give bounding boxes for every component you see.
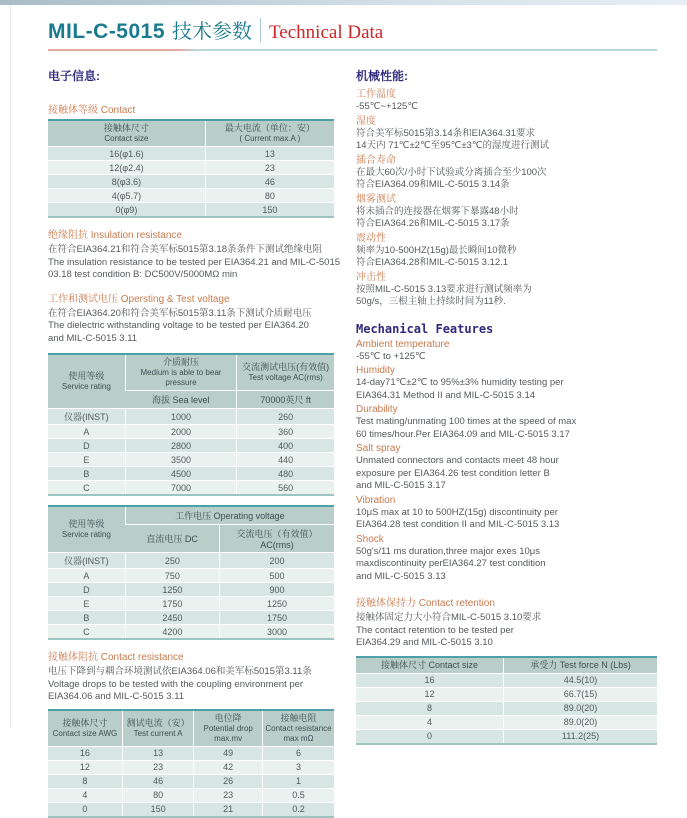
text-line: EIA364.29 and MIL-C-5015 3.10	[356, 637, 493, 648]
column-subheader: 70000英尺 ft	[237, 391, 334, 409]
table-row	[356, 729, 657, 744]
property-text: EIA364.28 test condition II and MIL-C-5015 3.13	[356, 519, 560, 530]
table-cell: 200	[220, 553, 334, 569]
table-cell: 7000	[125, 481, 237, 496]
property-text: 符合EIA364.28和MIL-C-5015 3.12.1	[356, 257, 509, 268]
title-model-number: MIL-C-5015	[48, 20, 166, 43]
page-title	[48, 15, 657, 44]
table-cell: A	[48, 569, 125, 583]
table-cell: 3	[262, 760, 334, 774]
table-cell: 150	[122, 802, 194, 817]
table-cell: 150	[205, 203, 334, 218]
text-line: 接触体固定力大小符合MIL-C-5015 3.10要求	[356, 612, 542, 623]
table-cell: 12	[356, 687, 503, 701]
table-row	[48, 203, 334, 218]
table-row	[48, 481, 334, 496]
table-cell: 仪器(INST)	[48, 553, 125, 569]
table-cell: 0	[48, 802, 122, 817]
retention-section-label: 接触体保持力 Contact retention	[356, 598, 495, 609]
property-text: 10μS max at 10 to 500HZ(15g) discontinuity per	[356, 506, 558, 518]
column-subheader: 交流电压（有效值）AC(rms)	[220, 525, 334, 553]
column-header: 最大电流（单位：安） ( Current max.A )	[205, 120, 334, 147]
property-text: 符合美军标5015第3.14条和EIA364.31要求	[356, 127, 535, 139]
table-cell: 13	[205, 147, 334, 161]
table-cell: 2450	[125, 611, 219, 625]
table-cell: 23	[194, 788, 263, 802]
property-text: 60 times/hour.Per EIA364.09 and MIL-C-5015 3.17	[356, 428, 570, 440]
table-row	[48, 147, 334, 161]
table-cell: D	[48, 439, 125, 453]
column-header: 交流测试电压(有效值) Test voltage AC(rms)	[237, 354, 334, 391]
table-cell: 46	[205, 175, 334, 189]
table-cell: 111.2(25)	[503, 729, 657, 744]
table-cell: 0	[356, 729, 503, 744]
table-cell: E	[48, 597, 125, 611]
property-text: maxdiscontinuity perEIA364.27 test condition	[356, 558, 546, 569]
mechanical-heading: 机械性能:	[356, 69, 408, 83]
table-cell: A	[48, 425, 125, 439]
text-line: 在符合EIA364.21和符合美军标5015第3.18条条件下测试绝缘电阻	[48, 244, 322, 255]
table-cell: 12(φ2.4)	[48, 161, 205, 175]
table-row	[356, 687, 657, 701]
resistance-text	[48, 666, 334, 704]
property-label: Vibration	[356, 494, 396, 506]
table-row	[48, 189, 334, 203]
column-header: 接触电阻 Contact resistance max mΩ	[262, 710, 334, 747]
table-row	[48, 597, 334, 611]
table-cell: D	[48, 583, 125, 597]
contact-resistance-table	[48, 709, 334, 818]
table-row	[48, 425, 334, 439]
table-row	[48, 453, 334, 467]
table-cell: 2800	[125, 439, 237, 453]
table-cell: 8(φ3.6)	[48, 175, 205, 189]
property-text: and MIL-C-5015 3.17	[356, 480, 446, 491]
table-cell: 560	[237, 481, 334, 496]
column-header: 接触体尺寸 Contact size	[48, 120, 205, 147]
text-line: The insulation resistance to be tested per EIA364.21 and MIL-C-5015	[48, 256, 341, 268]
table-cell: 1750	[220, 611, 334, 625]
insulation-section-label: 绝缘阻抗 Insulation resistance	[48, 230, 182, 241]
table-cell: 250	[125, 553, 219, 569]
property-text: 在最大60次/小时下试验或分离插合至少100次	[356, 166, 547, 178]
table-cell: 16	[356, 673, 503, 687]
voltage-text	[48, 308, 334, 346]
table-cell: 4500	[125, 467, 237, 481]
text-line: 在符合EIA364.20和符合美军标5015第3.11条下测试介质耐电压	[48, 307, 312, 319]
table-cell: 0.2	[262, 802, 334, 817]
table-row	[48, 161, 334, 175]
title-chinese: 技术参数	[172, 21, 253, 43]
table-cell: C	[48, 481, 125, 496]
property-label: Humidity	[356, 365, 395, 376]
table-cell: B	[48, 467, 125, 481]
table-row	[48, 467, 334, 481]
text-line: EIA364.06 and MIL-C-5015 3.11	[48, 691, 185, 702]
property-text: 将未插合的连接器在烟雾下暴露48小时	[356, 205, 519, 217]
table-row	[48, 409, 334, 425]
table-cell: 49	[194, 746, 263, 760]
text-line: The contact retention to be tested per	[356, 624, 514, 636]
table-cell: 1250	[220, 597, 334, 611]
property-text: -55℃ to +125℃	[356, 350, 426, 362]
text-line: and MIL-C-5015 3.11	[48, 332, 138, 344]
table-cell: 21	[194, 802, 263, 817]
property-text: exposure per EIA364.26 test condition letter B	[356, 467, 550, 479]
column-subheader: 直流电压 DC	[125, 525, 219, 553]
table-row	[48, 611, 334, 625]
table-cell: 2000	[125, 425, 237, 439]
property-text: Unmated connectors and contacts meet 48 hour	[356, 455, 559, 466]
table-cell: 0(φ9)	[48, 203, 205, 218]
column-header: 介质耐压 Medium is able to bear pressure	[125, 354, 237, 391]
table-cell: 仪器(INST)	[48, 409, 125, 425]
property-text: 14-day71℃±2℃ to 95%±3% humidity testing per	[356, 377, 564, 388]
property-text: Test mating/unmating 100 times at the speed of max	[356, 416, 577, 427]
table-row	[356, 715, 657, 729]
mechanical-properties-en	[356, 338, 657, 584]
table-row	[356, 673, 657, 687]
table-cell: 900	[220, 583, 334, 597]
table-row	[48, 625, 334, 640]
electrical-column	[48, 59, 341, 818]
text-line: 电压下降到与耦合环境测试依EIA364.06和美军标5015第3.11条	[48, 666, 312, 677]
property-text: 符合EIA364.09和MIL-C-5015 3.14条	[356, 179, 510, 190]
page-top-bar	[0, 0, 687, 5]
electrical-heading: 电子信息:	[48, 69, 100, 83]
column-header: 接触体尺寸 Contact size AWG	[48, 710, 122, 747]
table-cell: 3500	[125, 453, 237, 467]
table-cell: 750	[125, 569, 219, 583]
table-cell: 440	[237, 453, 334, 467]
datasheet-page	[48, 10, 657, 818]
property-label: 插合寿命	[356, 154, 396, 166]
property-label: Durability	[356, 404, 398, 415]
property-text: 14天内 71℃±2℃至95℃±3℃的湿度进行测试	[356, 140, 550, 151]
column-subheader: 海拔 Sea level	[125, 391, 237, 409]
table-cell: 8	[48, 774, 122, 788]
table-cell: C	[48, 625, 125, 640]
table-cell: 16(φ1.6)	[48, 147, 205, 161]
table-cell: 4(φ5.7)	[48, 189, 205, 203]
table-row	[48, 774, 334, 788]
table-row	[48, 788, 334, 802]
table-cell: 400	[237, 439, 334, 453]
table-cell: 89.0(20)	[503, 715, 657, 729]
property-label: Ambient temperature	[356, 338, 450, 350]
table-cell: 1250	[125, 583, 219, 597]
property-label: 湿度	[356, 115, 376, 127]
title-divider	[260, 18, 261, 42]
test-voltage-table	[48, 353, 334, 496]
table-cell: 8	[356, 701, 503, 715]
column-header: 测试电流（安） Test current A	[122, 710, 194, 747]
table-cell: 26	[194, 774, 263, 788]
table-cell: 360	[237, 425, 334, 439]
table-cell: E	[48, 453, 125, 467]
mechanical-features-heading: Mechanical Features	[356, 321, 494, 336]
table-cell: 1	[262, 774, 334, 788]
table-cell: B	[48, 611, 125, 625]
table-cell: 46	[122, 774, 194, 788]
page-left-edge	[10, 5, 11, 728]
table-cell: 4200	[125, 625, 219, 640]
table-cell: 260	[237, 409, 334, 425]
text-line: 03.18 test condition B: DC500V/5000MΩ min	[48, 269, 238, 280]
contact-size-table	[48, 119, 334, 218]
table-cell: 13	[122, 746, 194, 760]
operating-voltage-table	[48, 505, 334, 640]
property-label: Shock	[356, 533, 384, 545]
table-cell: 3000	[220, 625, 334, 640]
table-row	[48, 553, 334, 569]
insulation-text	[48, 244, 341, 282]
table-cell: 66.7(15)	[503, 687, 657, 701]
property-text: 50g/s，三根主轴上持续时间为11秒.	[356, 296, 506, 307]
property-label: 烟雾测试	[356, 193, 396, 205]
table-row	[48, 583, 334, 597]
table-row	[48, 746, 334, 760]
property-label: Salt spray	[356, 443, 401, 454]
table-cell: 4	[48, 788, 122, 802]
property-text: 符合EIA364.26和MIL-C-5015 3.17条	[356, 218, 510, 229]
column-header: 电位降 Potential drop max.mv	[194, 710, 263, 747]
column-header: 工作电压 Operating voltage	[125, 506, 334, 525]
table-row	[48, 760, 334, 774]
property-label: 冲击性	[356, 271, 386, 283]
table-cell: 44.5(10)	[503, 673, 657, 687]
table-cell: 89.0(20)	[503, 701, 657, 715]
contact-section-label: 接触体等级 Contact	[48, 105, 136, 116]
table-cell: 4	[356, 715, 503, 729]
table-cell: 23	[205, 161, 334, 175]
table-cell: 500	[220, 569, 334, 583]
table-cell: 1000	[125, 409, 237, 425]
property-text: 50g's/11 ms duration,three major exes 10μs	[356, 545, 541, 557]
property-text: 按照MIL-C-5015 3.13要求进行测试频率为	[356, 283, 532, 295]
retention-text	[356, 612, 657, 650]
resistance-section-label: 接触体阻抗 Contact resistance	[48, 652, 184, 663]
header-rule	[48, 49, 657, 51]
table-row	[356, 701, 657, 715]
table-cell: 0.5	[262, 788, 334, 802]
table-cell: 6	[262, 746, 334, 760]
table-cell: 480	[237, 467, 334, 481]
table-row	[48, 175, 334, 189]
table-cell: 1750	[125, 597, 219, 611]
table-row	[48, 802, 334, 817]
property-label: 震动性	[356, 232, 386, 244]
table-cell: 23	[122, 760, 194, 774]
voltage-section-label: 工作和测试电压 Opersting & Test voltage	[48, 293, 230, 305]
property-text: EIA364.31 Method II and MIL-C-5015 3.14	[356, 389, 536, 401]
mechanical-column	[356, 59, 657, 818]
table-cell: 16	[48, 746, 122, 760]
table-cell: 80	[205, 189, 334, 203]
property-text: and MIL-C-5015 3.13	[356, 570, 446, 582]
contact-retention-table	[356, 656, 657, 745]
table-row	[48, 569, 334, 583]
table-cell: 80	[122, 788, 194, 802]
mechanical-properties-cn	[356, 88, 657, 309]
column-header: 使用等级 Service rating	[48, 506, 125, 553]
column-header: 使用等级 Service rating	[48, 354, 125, 409]
column-header: 接触体尺寸 Contact size	[356, 657, 503, 674]
table-cell: 12	[48, 760, 122, 774]
property-text: 频率为10-500HZ(15g)最长瞬间10微秒	[356, 244, 517, 256]
property-label: 工作温度	[356, 89, 396, 100]
table-row	[48, 439, 334, 453]
text-line: Voltage drops to be tested with the coupling environment per	[48, 678, 304, 690]
column-header: 承受力 Test force N (Lbs)	[503, 657, 657, 674]
property-text: -55℃~+125℃	[356, 101, 419, 112]
title-english: Technical Data	[269, 22, 384, 43]
table-cell: 42	[194, 760, 263, 774]
text-line: The dielectric withstanding voltage to be tested per EIA364.20	[48, 320, 309, 331]
